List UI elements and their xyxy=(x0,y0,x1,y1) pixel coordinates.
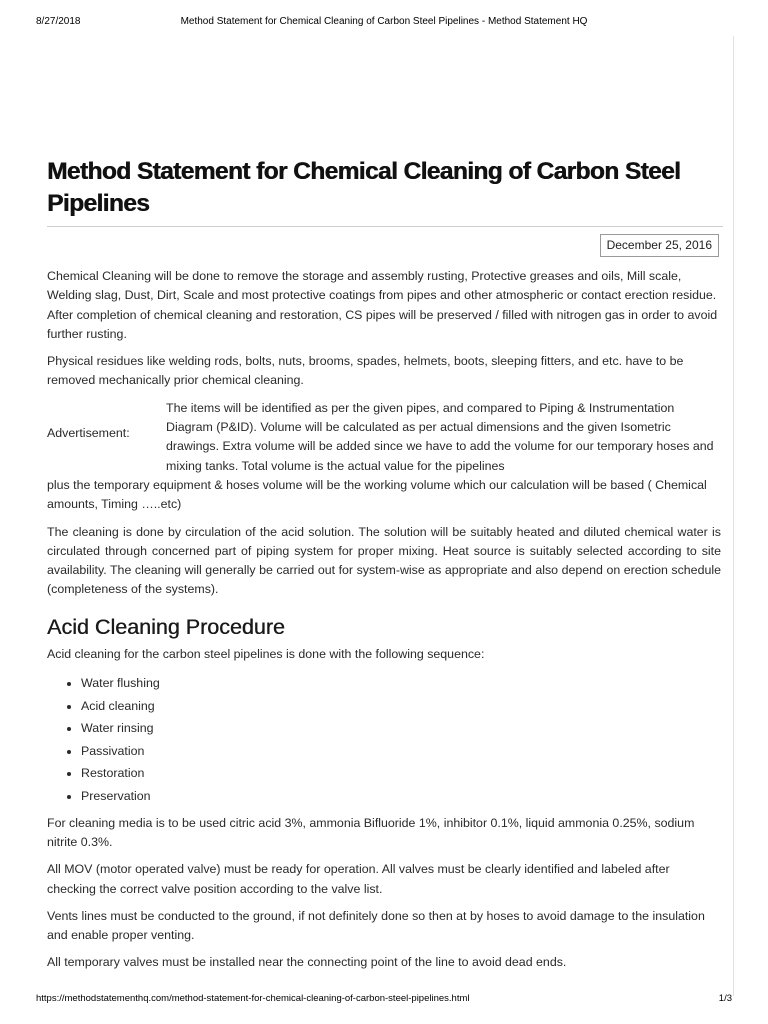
paragraph-temporary-valves: All temporary valves must be installed near the connecting point of the line to avoid dead ends. xyxy=(47,955,567,970)
article-body xyxy=(47,267,721,973)
list-item: • Restoration xyxy=(81,762,721,785)
paragraph-mov: All MOV (motor operated valve) must be ready for operation. All valves must be clearly identified and labeled after checking the correct valve position according to the valve list. xyxy=(47,862,670,896)
print-header xyxy=(36,16,732,30)
page-url: https://methodstatementhq.com/method-statement-for-chemical-cleaning-of-carbon-steel-pipelines.html xyxy=(36,993,470,1004)
section-heading: Acid Cleaning Procedure xyxy=(47,614,285,639)
paragraph-circulation: The cleaning is done by circulation of the acid solution. The solution will be suitably heated and diluted chemical water is circulated through concerned part of piping system for proper mixing. Heat source is suitably selected according to site availability. The cleaning will generally be carried out for system-wise as appropriate and also depend on erection schedule (completeness of the systems). xyxy=(47,524,721,597)
post-date-badge: December 25, 2016 xyxy=(600,234,719,257)
advertisement-block xyxy=(47,399,721,515)
paragraph-volume-rest: plus the temporary equipment & hoses volume will be the working volume which our calculation will be based ( Chemical amounts, Timing …..etc) xyxy=(47,477,707,512)
sidebar-divider xyxy=(733,36,734,996)
list-item: • Passivation xyxy=(81,740,721,763)
article xyxy=(47,150,721,981)
print-doc-title: Method Statement for Chemical Cleaning of Carbon Steel Pipelines - Method Statement HQ xyxy=(180,16,588,27)
paragraph-volume-indented: The items will be identified as per the given pipes, and compared to Piping & Instrumentation Diagram (P&ID). Volume will be calculated as per actual dimensions and the given Isometric drawings. Extra volume will be added since we have to add the volume for our temporary hoses and mixing tanks. Total volume is the actual value for the pipelines xyxy=(166,400,714,473)
paragraph-intro: Chemical Cleaning will be done to remove the storage and assembly rusting, Protective greases and oils, Mill scale, Welding slag, Dust, Dirt, Scale and most protective coatings from pipes and other atmospheric or contact erection residue. After completion of chemical cleaning and restoration, CS pipes will be preserved / filled with nitrogen gas in order to avoid further rusting. xyxy=(47,269,718,341)
list-item: • Preservation xyxy=(81,785,721,808)
print-date: 8/27/2018 xyxy=(36,16,81,27)
paragraph-cleaning-media: For cleaning media is to be used citric acid 3%, ammonia Bifluoride 1%, inhibitor 0.1%, liquid ammonia 0.25%, sodium nitrite 0.3%. xyxy=(47,815,695,849)
article-title: Method Statement for Chemical Cleaning of Carbon Steel Pipelines xyxy=(47,158,681,217)
page-number: 1/3 xyxy=(718,993,732,1004)
print-footer xyxy=(36,993,732,1007)
advertisement-label: Advertisement: xyxy=(47,425,130,440)
title-divider xyxy=(47,226,723,227)
paragraph-physical-residues: Physical residues like welding rods, bolts, nuts, brooms, spades, helmets, boots, sleeping fitters, and etc. have to be removed mechanically prior chemical cleaning. xyxy=(47,354,684,388)
paragraph-volume xyxy=(47,399,721,515)
section-intro: Acid cleaning for the carbon steel pipelines is done with the following sequence: xyxy=(47,646,485,661)
list-item: • Water flushing xyxy=(81,672,721,695)
procedure-steps-list xyxy=(47,672,721,808)
list-item: • Acid cleaning xyxy=(81,695,721,718)
paragraph-vents: Vents lines must be conducted to the ground, if not definitely done so then at by hoses to avoid damage to the insulation and enable proper venting. xyxy=(47,908,705,943)
list-item: • Water rinsing xyxy=(81,717,721,740)
